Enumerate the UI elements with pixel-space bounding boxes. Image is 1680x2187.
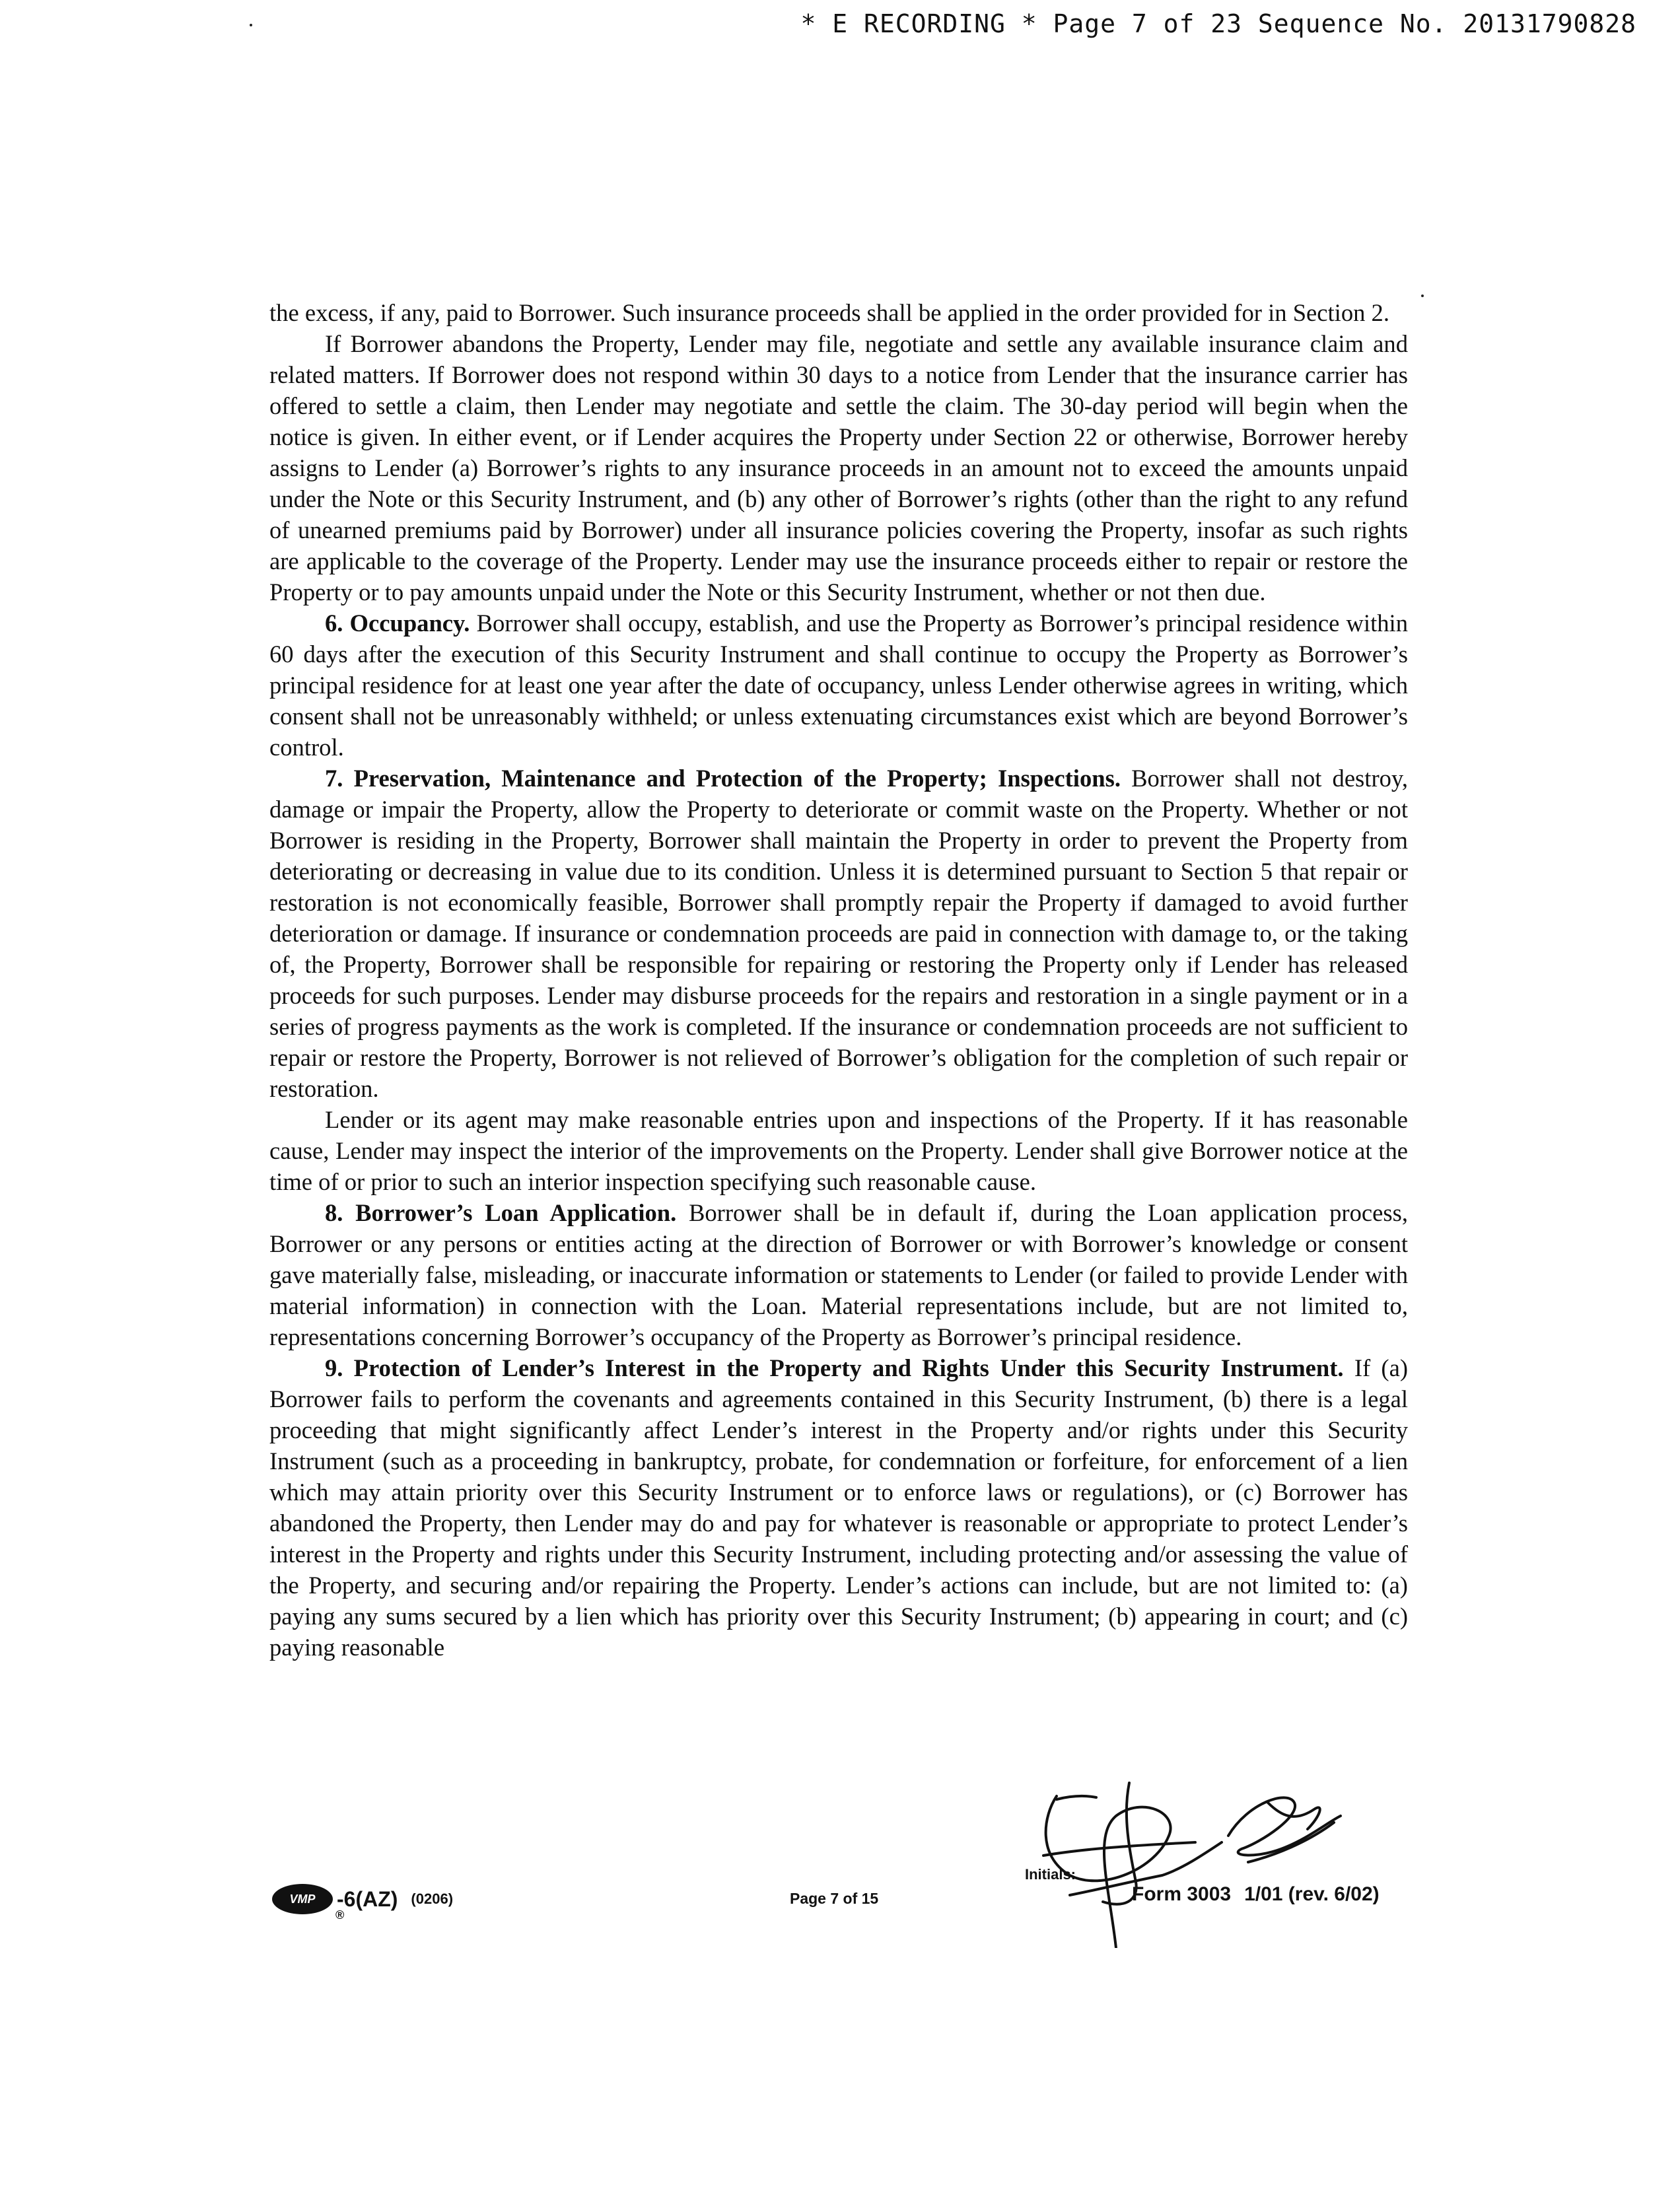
scan-speck — [1421, 295, 1424, 297]
section-8-loan-application — [269, 1197, 1408, 1352]
initials-label: Initials: — [1025, 1866, 1076, 1883]
form-number: Form 3003 — [1132, 1883, 1232, 1905]
registered-mark: ® — [335, 1908, 345, 1922]
form-date: (0206) — [411, 1891, 454, 1907]
scan-speck — [250, 24, 252, 26]
section-text: Borrower shall not destroy, damage or impair the Property, allow the Property to deteriorate or commit waste on the Property. Whether or not Borrower is residing in the Property, Borrower shall maintain the Property in order to prevent the Property from deteriorating or decreasing in value due to its condition. Unless it is determined pursuant to Section 5 that repair or restoration is not economically feasible, Borrower shall promptly repair the Property if damaged to avoid further deterioration or damage. If insurance or condemnation proceeds are paid in connection with damage to, or the taking of, the Property, Borrower shall be responsible for repairing or restoring the Property only if Lender has released proceeds for such purposes. Lender may disburse proceeds for the repairs and restoration in a single payment or in a series of progress payments as the work is completed. If the insurance or condemnation proceeds are not sufficient to repair or restore the Property, Borrower is not relieved of Borrower’s obligation for the completion of such repair or restoration. — [269, 765, 1408, 1102]
page-number: Page 7 of 15 — [790, 1890, 879, 1907]
section-9-protection — [269, 1352, 1408, 1663]
vmp-logo: VMP — [272, 1884, 333, 1914]
form-code: -6(AZ) — [337, 1887, 398, 1911]
document-body — [269, 297, 1408, 1663]
form-revision: 1/01 (rev. 6/02) — [1244, 1883, 1380, 1905]
paragraph-abandonment: If Borrower abandons the Property, Lender may file, negotiate and settle any available insurance claim and related matters. If Borrower does not respond within 30 days to a notice from Lender that the insurance carrier has offered to settle a claim, then Lender may negotiate and settle the claim. The 30-day period will begin when the notice is given. In either event, or if Lender acquires the Property under Section 22 or otherwise, Borrower hereby assigns to Lender (a) Borrower’s rights to any insurance proceeds in an amount not to exceed the amounts unpaid under the Note or this Security Instrument, and (b) any other of Borrower’s rights (other than the right to any refund of unearned premiums paid by Borrower) under all insurance policies covering the Property, insofar as such rights are applicable to the coverage of the Property. Lender may use the insurance proceeds either to repair or restore the Property or to pay amounts unpaid under the Note or this Security Instrument, whether or not then due. — [269, 330, 1408, 606]
section-heading: 7. Preservation, Maintenance and Protection of the Property; Inspections. — [325, 765, 1121, 792]
section-text: If (a) Borrower fails to perform the covenants and agreements contained in this Security Instrument, (b) there is a legal proceeding that might significantly affect Lender’s interest in the Property and/or rights under this Security Instrument (such as a proceeding in bankruptcy, probate, for condemnation or forfeiture, for enforcement of a lien which may attain priority over this Security Instrument or to enforce laws or regulations), or (c) Borrower has abandoned the Property, then Lender may do and pay for whatever is reasonable or appropriate to protect Lender’s interest in the Property and rights under this Security Instrument, including protecting and/or assessing the value of the Property, and securing and/or repairing the Property. Lender’s actions can include, but are not limited to: (a) paying any sums secured by a lien which has priority over this Security Instrument; (b) appearing in court; and (c) paying reasonable — [269, 1354, 1408, 1661]
section-heading: 9. Protection of Lender’s Interest in the Property and Rights Under this Security Instrument. — [325, 1354, 1344, 1381]
recording-stamp: * E RECORDING * Page 7 of 23 Sequence No. 20131790828 — [800, 9, 1636, 38]
section-heading: 8. Borrower’s Loan Application. — [325, 1199, 677, 1226]
section-text: Borrower shall be in default if, during the Loan application process, Borrower or any persons or entities acting at the direction of Borrower or with Borrower’s knowledge or consent gave materially false, misleading, or inaccurate information or statements to Lender (or failed to provide Lender with material information) in connection with the Loan. Material representations include, but are not limited to, representations concerning Borrower’s occupancy of the Property as Borrower’s principal residence. — [269, 1199, 1408, 1350]
section-heading: 6. Occupancy. — [325, 609, 470, 637]
form-identifier — [272, 1879, 454, 1922]
handwritten-initials-signature — [1030, 1776, 1347, 1948]
paragraph-inspections: Lender or its agent may make reasonable entries upon and inspections of the Property. If it has reasonable cause, Lender may inspect the interior of the improvements on the Property. Lender shall give Borrower notice at the time of or prior to such an interior inspection specifying such reasonable cause. — [269, 1106, 1408, 1195]
section-7-preservation — [269, 763, 1408, 1104]
form-version — [1132, 1883, 1380, 1906]
paragraph-insurance-excess: the excess, if any, paid to Borrower. Such insurance proceeds shall be applied in the order provided for in Section 2. — [269, 299, 1389, 326]
section-6-occupancy — [269, 608, 1408, 763]
section-text: Borrower shall occupy, establish, and use the Property as Borrower’s principal residence within 60 days after the execution of this Security Instrument and shall continue to occupy the Property as Borrower’s principal residence for at least one year after the date of occupancy, unless Lender otherwise agrees in writing, which consent shall not be unreasonably withheld; or unless extenuating circumstances exist which are beyond Borrower’s control. — [269, 609, 1408, 761]
